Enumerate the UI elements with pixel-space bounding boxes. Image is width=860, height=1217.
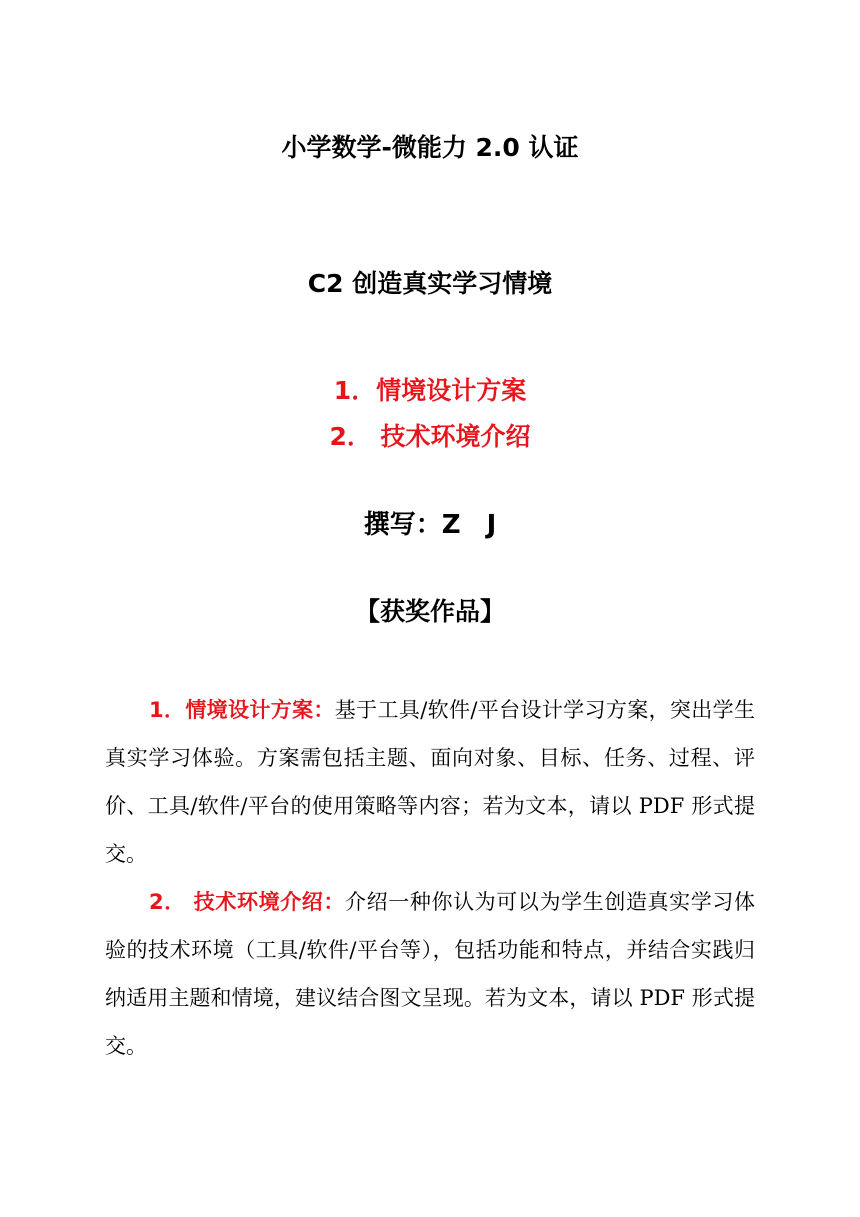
agenda-item-1: 1．情境设计方案 [333, 376, 527, 405]
description-body [105, 686, 755, 1070]
document-title: 小学数学-微能力 2.0 认证 [281, 133, 579, 162]
document-subtitle: C2 创造真实学习情境 [307, 269, 553, 298]
agenda-item-2: 2． 技术环境介绍 [329, 422, 531, 451]
paragraph-1 [105, 686, 755, 878]
paragraph-2-text: 介绍一种你认为可以为学生创造真实学习体验的技术环境（工具/软件/平台等），包括功能和特点，并结合实践归纳适用主题和情境，建议结合图文呈现。若为文本，请以 PDF 形式提交。 [105, 890, 755, 1058]
award-label: 【获奖作品】 [354, 597, 505, 626]
paragraph-1-lead: 1．情境设计方案： [149, 698, 335, 722]
author-line: 撰写：Z J [363, 510, 497, 540]
paragraph-1-text: 基于工具/软件/平台设计学习方案，突出学生真实学习体验。方案需包括主题、面向对象、目标、任务、过程、评价、工具/软件/平台的使用策略等内容；若为文本，请以 PDF 形式提交。 [105, 698, 755, 866]
paragraph-2-lead: 2． 技术环境介绍： [149, 890, 346, 914]
paragraph-2 [105, 878, 755, 1070]
